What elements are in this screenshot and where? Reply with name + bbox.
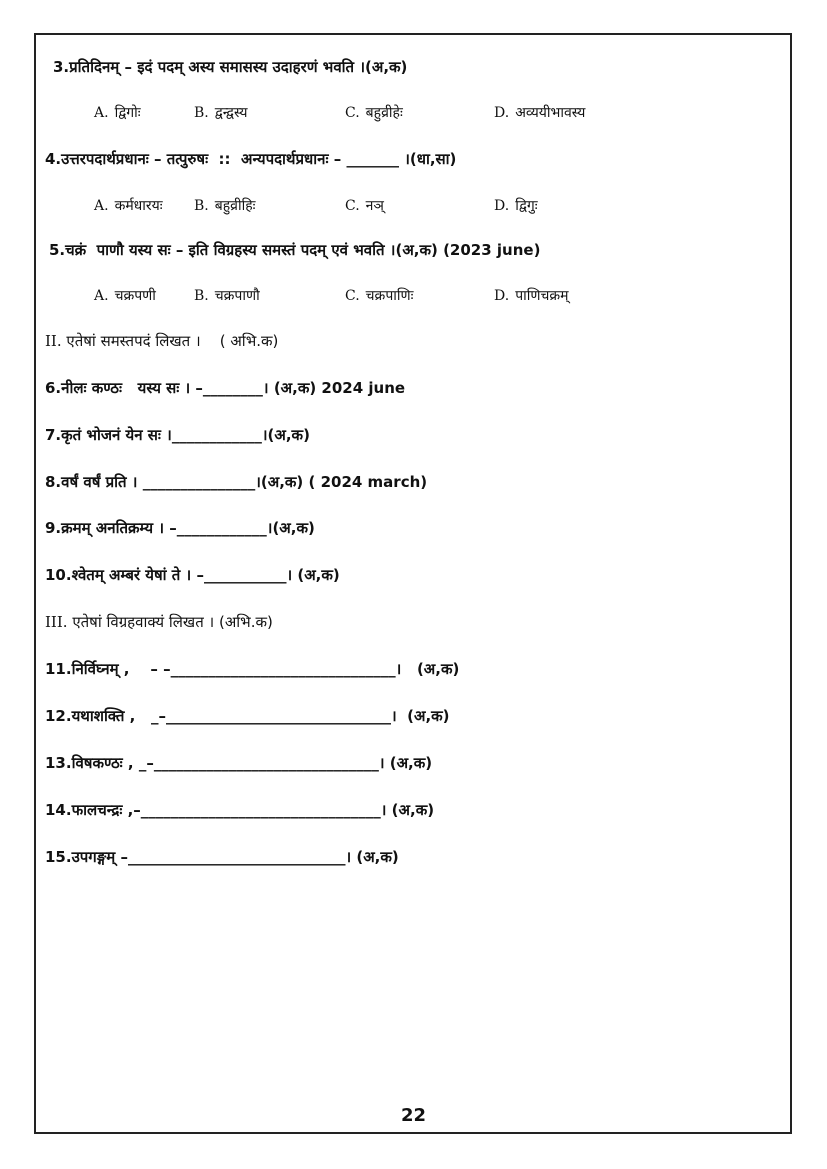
question-11: 11.निर्विघ्नम् , – –______________________________। (अ,क): [45, 660, 460, 678]
q3-option-c[interactable]: [345, 103, 403, 123]
q3-option-d[interactable]: [494, 103, 585, 123]
question-7: 7.कृतं भोजनं येन सः ।____________।(अ,क): [45, 426, 310, 444]
section-title: एतेषां विग्रहवाक्यं लिखत । (अभि.क): [72, 613, 273, 631]
section-3-heading: [45, 612, 273, 632]
option-text: चक्रपणी: [114, 288, 156, 304]
option-text: चक्रपाणिः: [365, 288, 414, 304]
option-text: कर्मधारयः: [114, 198, 163, 214]
option-label: D.: [494, 288, 510, 304]
q5-option-d[interactable]: [494, 286, 569, 306]
option-label: C.: [345, 105, 360, 121]
option-text: द्वन्द्वस्य: [214, 105, 248, 121]
question-4: 4.उत्तरपदार्थप्रधानः – तत्पुरुषः :: अन्यपदार्थप्रधानः – _______ ।(धा,सा): [45, 150, 457, 168]
question-6: 6.नीलः कण्ठः यस्य सः । –________। (अ,क) 2024 june: [45, 379, 406, 397]
question-14: 14.फालचन्द्रः ,–________________________________। (अ,क): [45, 801, 435, 819]
option-label: B.: [194, 105, 209, 121]
option-text: नञ्: [365, 198, 384, 214]
q5-option-c[interactable]: [345, 286, 413, 306]
option-text: पाणिचक्रम्: [515, 288, 569, 304]
section-title: एतेषां समस्तपदं लिखत । ( अभि.क): [66, 332, 279, 350]
option-text: चक्रपाणौ: [214, 288, 260, 304]
option-label: C.: [345, 288, 360, 304]
q3-option-a[interactable]: [94, 103, 141, 123]
option-label: C.: [345, 198, 360, 214]
option-text: बहुव्रीहिः: [214, 198, 256, 214]
option-text: अव्ययीभावस्य: [515, 105, 586, 121]
question-10: 10.श्वेतम् अम्बरं येषां ते । –___________। (अ,क): [45, 566, 340, 584]
question-8: 8.वर्षं वर्षं प्रति । _______________।(अ,क) ( 2024 march): [45, 473, 428, 491]
option-label: D.: [494, 198, 510, 214]
section-number: II.: [45, 332, 62, 350]
question-15: 15.उपगङ्गम् –_____________________________। (अ,क): [45, 848, 399, 866]
question-5: 5.चक्रं पाणौ यस्य सः – इति विग्रहस्य समस्तं पदम् एवं भवति ।(अ,क) (2023 june): [49, 241, 541, 259]
q3-option-b[interactable]: [194, 103, 248, 123]
q4-option-d[interactable]: [494, 196, 538, 216]
option-text: बहुव्रीहेः: [365, 105, 403, 121]
option-label: B.: [194, 198, 209, 214]
question-3: 3.प्रतिदिनम् – इदं पदम् अस्य समासस्य उदाहरणं भवति ।(अ,क): [53, 58, 408, 76]
q4-option-a[interactable]: [94, 196, 163, 216]
page-number: 22: [400, 1105, 427, 1126]
question-12: 12.यथाशक्ति , _–______________________________। (अ,क): [45, 707, 450, 725]
q5-option-b[interactable]: [194, 286, 260, 306]
option-text: द्विगोः: [114, 105, 141, 121]
option-label: A.: [94, 288, 109, 304]
option-label: A.: [94, 198, 109, 214]
option-label: B.: [194, 288, 209, 304]
q4-option-c[interactable]: [345, 196, 384, 216]
q5-option-a[interactable]: [94, 286, 156, 306]
option-label: D.: [494, 105, 510, 121]
section-2-heading: [45, 331, 278, 351]
question-9: 9.क्रमम् अनतिक्रम्य । –____________।(अ,क): [45, 519, 315, 537]
option-text: द्विगुः: [515, 198, 538, 214]
section-number: III.: [45, 613, 68, 631]
option-label: A.: [94, 105, 109, 121]
question-13: 13.विषकण्ठः , _–______________________________। (अ,क): [45, 754, 433, 772]
q4-option-b[interactable]: [194, 196, 255, 216]
